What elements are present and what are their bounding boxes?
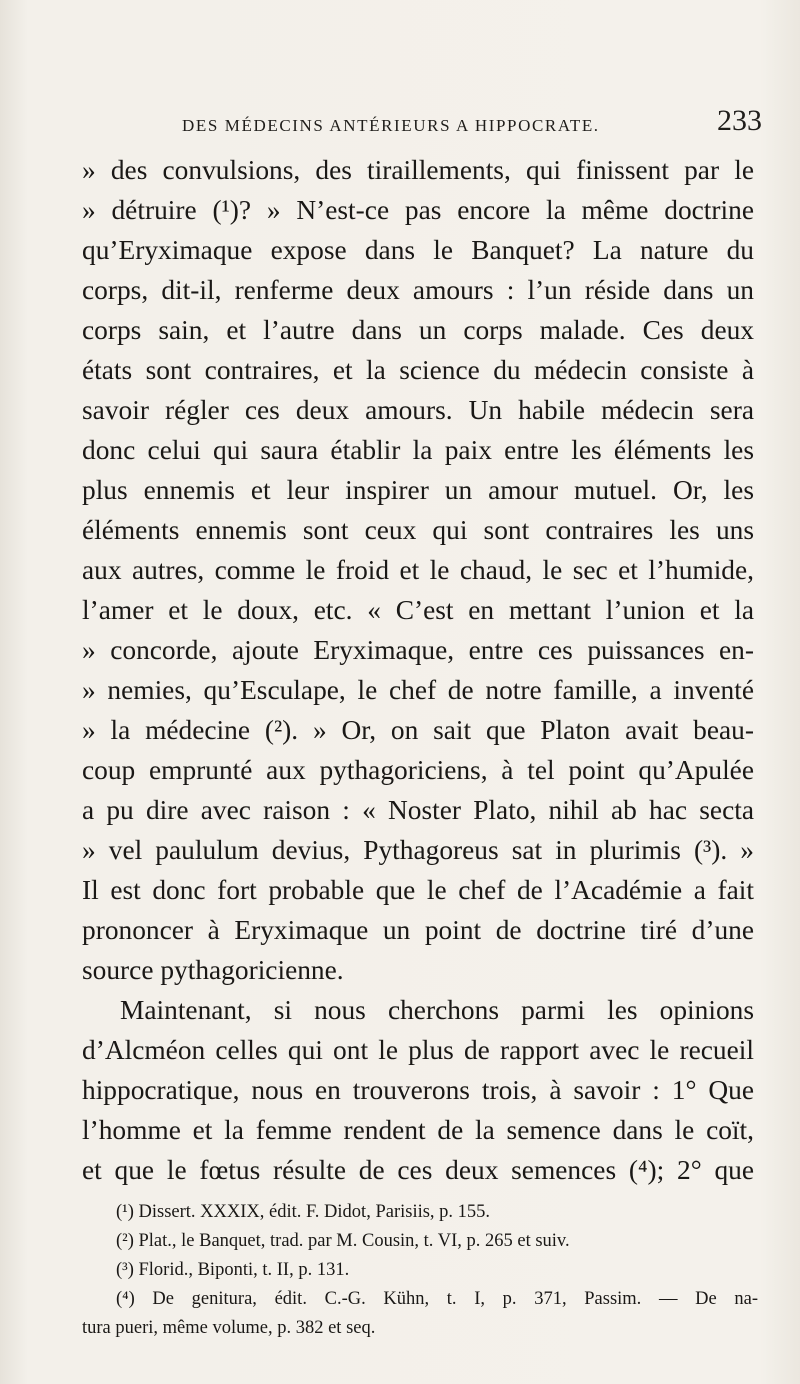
text-line: éléments ennemis sont ceux qui sont contraires les uns xyxy=(82,515,754,545)
text-line: » des convulsions, des tiraillements, qui finissent par le xyxy=(82,155,754,185)
text-line: » détruire (¹)? » N’est-ce pas encore la même doctrine xyxy=(82,195,754,225)
text-line: source pythagoricienne. xyxy=(82,955,344,985)
text-line: coup emprunté aux pythagoriciens, à tel point qu’Apulée xyxy=(82,755,754,785)
text-line: Maintenant, si nous cherchons parmi les opinions xyxy=(120,995,754,1025)
text-line: » nemies, qu’Esculape, le chef de notre famille, a inventé xyxy=(82,675,754,705)
text-line: plus ennemis et leur inspirer un amour mutuel. Or, les xyxy=(82,475,754,505)
body-text xyxy=(82,150,754,1190)
footnote: (¹) Dissert. XXXIX, édit. F. Didot, Parisiis, p. 155. xyxy=(116,1202,491,1222)
running-head: DES MÉDECINS ANTÉRIEURS A HIPPOCRATE. xyxy=(182,116,600,135)
text-line: aux autres, comme le froid et le chaud, le sec et l’humide, xyxy=(82,555,754,585)
page-header xyxy=(82,102,762,142)
footnotes xyxy=(82,1198,758,1343)
text-line: a pu dire avec raison : « Noster Plato, nihil ab hac secta xyxy=(82,795,754,825)
text-line: et que le fœtus résulte de ces deux semences (⁴); 2° que xyxy=(82,1155,754,1185)
text-line: qu’Eryximaque expose dans le Banquet? La nature du xyxy=(82,235,754,265)
footnote: (⁴) De genitura, édit. C.-G. Kühn, t. I, p. 371, Passim. — De na- xyxy=(116,1289,758,1309)
text-line: » la médecine (²). » Or, on sait que Platon avait beau- xyxy=(82,715,754,745)
text-line: Il est donc fort probable que le chef de l’Académie a fait xyxy=(82,875,754,905)
text-line: d’Alcméon celles qui ont le plus de rapport avec le recueil xyxy=(82,1035,754,1065)
text-line: corps sain, et l’autre dans un corps malade. Ces deux xyxy=(82,315,754,345)
footnote-continuation: tura pueri, même volume, p. 382 et seq. xyxy=(82,1318,376,1338)
text-line: » concorde, ajoute Eryximaque, entre ces puissances en- xyxy=(82,635,754,665)
text-line: savoir régler ces deux amours. Un habile médecin sera xyxy=(82,395,754,425)
footnote: (³) Florid., Biponti, t. II, p. 131. xyxy=(116,1260,350,1280)
footnote: (²) Plat., le Banquet, trad. par M. Cousin, t. VI, p. 265 et suiv. xyxy=(116,1231,570,1251)
text-line: états sont contraires, et la science du médecin consiste à xyxy=(82,355,754,385)
text-line: corps, dit-il, renferme deux amours : l’un réside dans un xyxy=(82,275,754,305)
text-line: hippocratique, nous en trouverons trois, à savoir : 1° Que xyxy=(82,1075,754,1105)
text-line: prononcer à Eryximaque un point de doctrine tiré d’une xyxy=(82,915,754,945)
text-line: l’homme et la femme rendent de la semence dans le coït, xyxy=(82,1115,754,1145)
page-number: 233 xyxy=(717,104,762,137)
text-line: » vel paululum devius, Pythagoreus sat in plurimis (³). » xyxy=(82,835,754,865)
text-line: l’amer et le doux, etc. « C’est en mettant l’union et la xyxy=(82,595,754,625)
text-line: donc celui qui saura établir la paix entre les éléments les xyxy=(82,435,754,465)
